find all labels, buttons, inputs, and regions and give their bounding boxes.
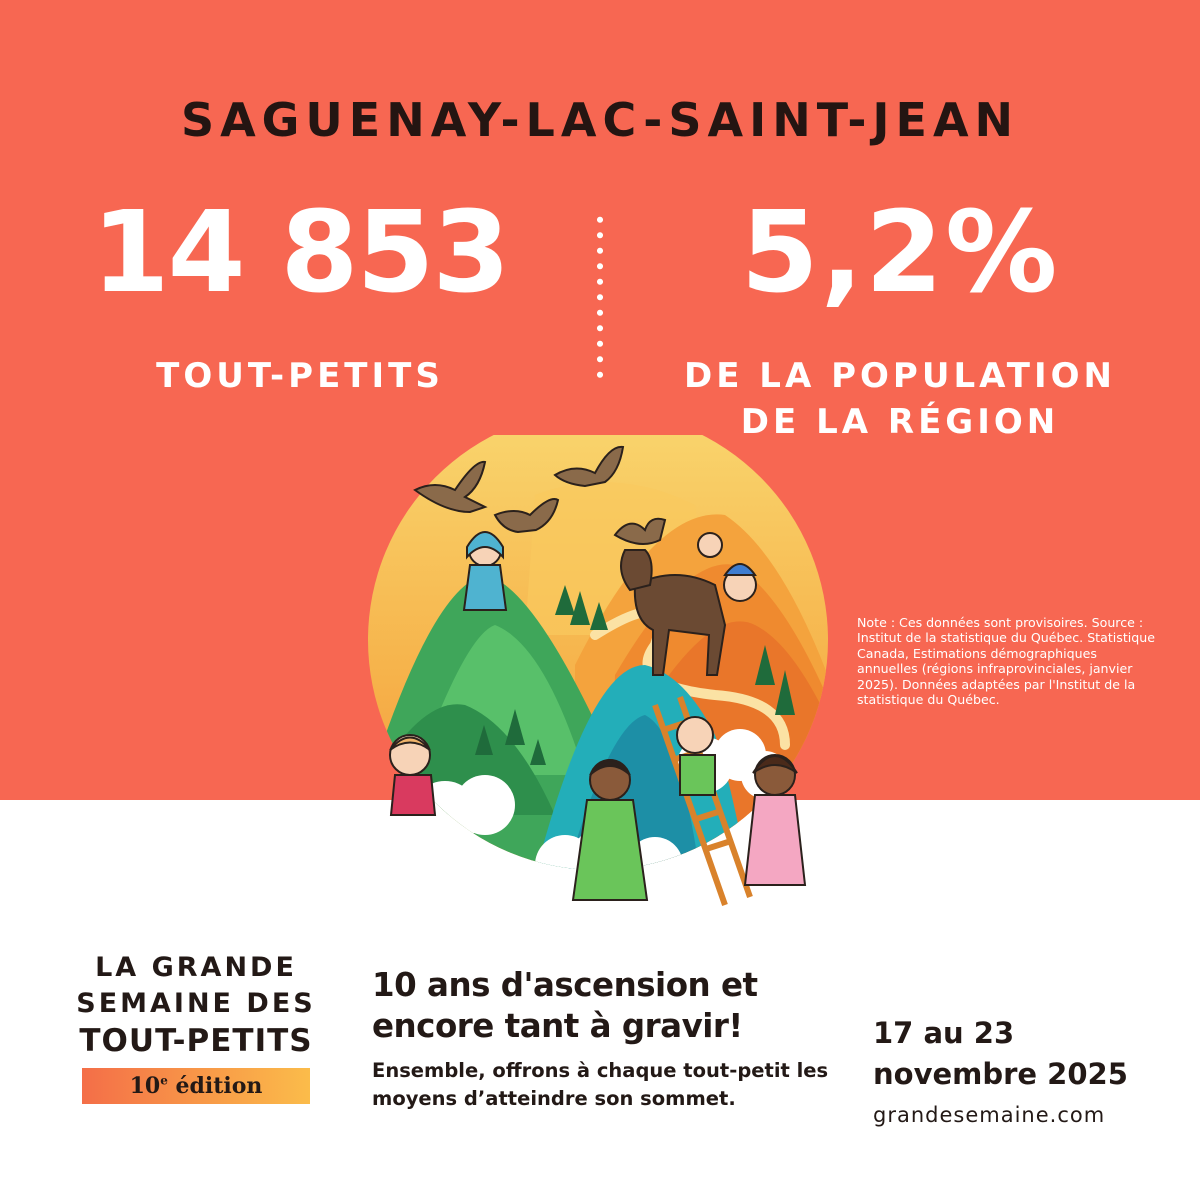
mountain-illustration [355, 435, 855, 925]
population-label-line2: DE LA RÉGION [740, 402, 1060, 442]
brand-line-1: LA GRANDE [95, 952, 297, 983]
population-percentage: 5,2% [740, 188, 1060, 318]
tagline-title: 10 ans d'ascension et encore tant à gravir! [372, 966, 758, 1045]
population-percentage-label [620, 353, 1180, 445]
dates-line-1: 17 au 23 [873, 1016, 1015, 1050]
population-label-line1: DE LA POPULATION [684, 356, 1116, 396]
edition-superscript: e [160, 1073, 168, 1088]
edition-word: édition [175, 1073, 263, 1099]
dates-line-2: novembre 2025 [873, 1057, 1128, 1091]
event-dates [873, 1013, 1183, 1127]
event-brand [70, 950, 322, 1104]
source-note: Note : Ces données sont provisoires. Source : Institut de la statistique du Québec. Statistique Canada, Estimations démographiques annuelles (régions infraprovinciales, janvier 2025). Données adaptées par l'Institut de la statistique du Québec. [857, 615, 1156, 708]
dotted-divider [597, 212, 603, 382]
brand-line-3: TOUT-PETITS [79, 1023, 313, 1059]
brand-line-2: SEMAINE DES [76, 988, 316, 1019]
tagline-subtitle: Ensemble, offrons à chaque tout-petit les moyens d’atteindre son sommet. [372, 1059, 829, 1110]
tagline-block [372, 965, 842, 1113]
toddler-count: 14 853 [91, 188, 509, 318]
region-title: SAGUENAY-LAC-SAINT-JEAN [180, 93, 1020, 147]
website-link[interactable]: grandesemaine.com [873, 1103, 1106, 1127]
toddler-count-label: TOUT-PETITS [156, 356, 444, 396]
edition-number: 10 [129, 1073, 161, 1099]
edition-badge [82, 1068, 310, 1104]
